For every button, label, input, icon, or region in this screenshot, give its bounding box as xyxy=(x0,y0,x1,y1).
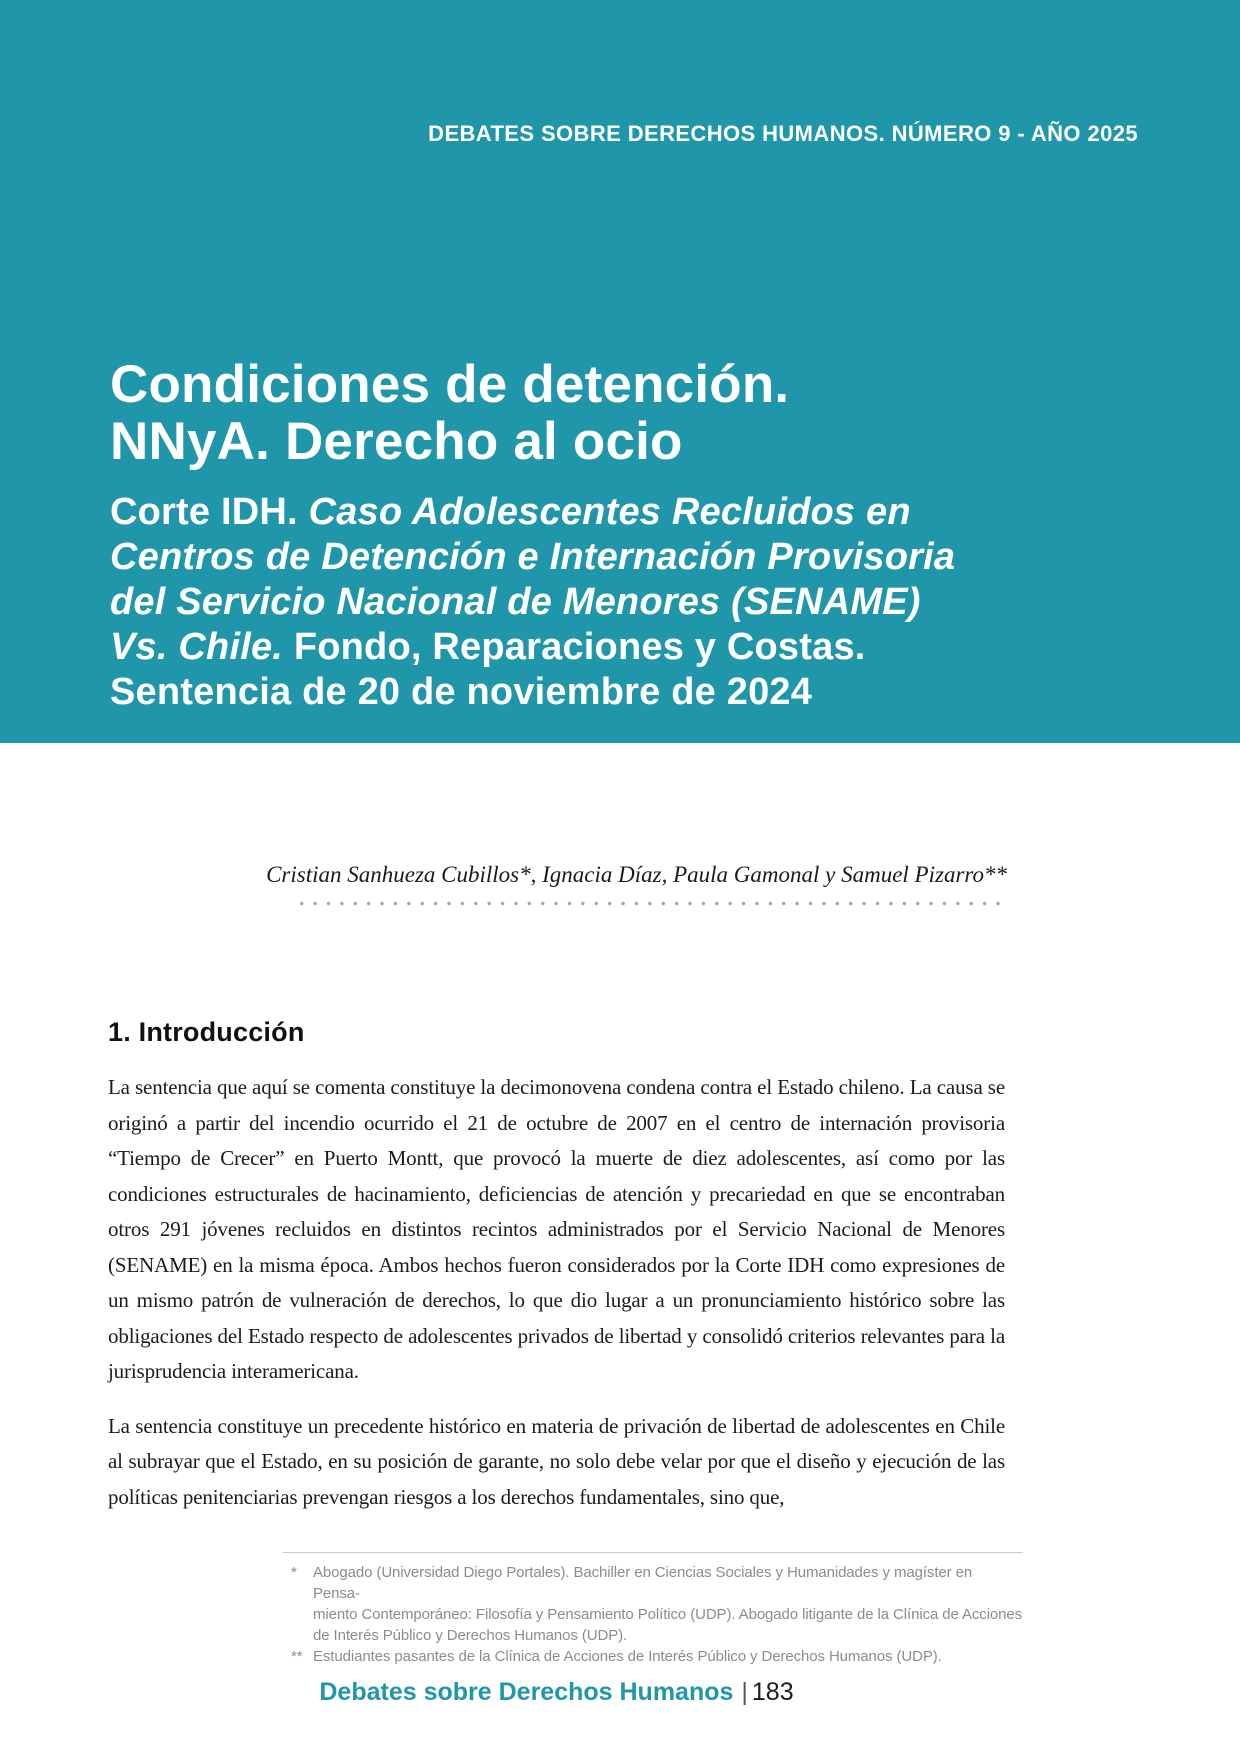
footer-journal-name: Debates sobre Derechos Humanos xyxy=(319,1678,734,1706)
footnote xyxy=(283,1562,1023,1646)
article-title-line-2: NNyA. Derecho al ocio xyxy=(110,412,683,471)
footer-page-number: 183 xyxy=(751,1678,794,1706)
subtitle-line xyxy=(110,670,955,715)
subtitle-segment: Fondo, Reparaciones y Costas. xyxy=(283,626,866,668)
subtitle-line xyxy=(110,625,955,670)
subtitle-line xyxy=(110,490,955,535)
body-paragraph: La sentencia constituye un precedente histórico en materia de privación de libertad de adolescentes en Chile al subrayar que el Estado, en su posición de garante, no solo debe velar por que el diseño y ejecución de las políticas penitenciarias prevengan riesgos a los derechos fundamentales, sino que, xyxy=(108,1413,1005,1509)
footnote-marker: * xyxy=(291,1564,297,1581)
footer-divider: | xyxy=(741,1678,748,1706)
subtitle-segment-italic: Vs. Chile. xyxy=(110,626,284,668)
article-title-line-1: Condiciones de detención. xyxy=(110,355,790,414)
dotted-divider xyxy=(295,897,1005,906)
subtitle-segment: Corte IDH. xyxy=(110,491,309,533)
footnote xyxy=(283,1646,1023,1667)
subtitle-segment-italic: del Servicio Nacional de Menores (SENAME) xyxy=(110,581,921,623)
article-title xyxy=(110,356,789,470)
subtitle-segment: Sentencia de 20 de noviembre de 2024 xyxy=(110,671,813,713)
footnote-text: Estudiantes pasantes de la Clínica de Acciones de Interés Público y Derechos Humanos (UDP). xyxy=(313,1648,942,1665)
article-subtitle xyxy=(110,490,955,715)
subtitle-line xyxy=(110,535,955,580)
masthead-journal-line: DEBATES SOBRE DERECHOS HUMANOS. NÚMERO 9 - AÑO 2025 xyxy=(428,121,1138,146)
footnote-text: Abogado (Universidad Diego Portales). Bachiller en Ciencias Sociales y Humanidades y magíster en Pensa- miento Contemporáneo: Filosofía y Pensamiento Político (UDP). Abogado litigante de la Clínica de Acciones de Interés Público y Derechos Humanos (UDP). xyxy=(313,1564,1023,1644)
article-body xyxy=(108,1070,1005,1515)
subtitle-line xyxy=(110,580,955,625)
teal-header-band xyxy=(0,0,1240,743)
footnote-marker: ** xyxy=(291,1648,303,1665)
footnotes-list xyxy=(283,1552,1023,1667)
page-footer xyxy=(108,1678,1005,1707)
body-paragraph: La sentencia que aquí se comenta constituye la decimonovena condena contra el Estado chileno. La causa se originó a partir del incendio ocurrido el 21 de octubre de 2007 en el centro de internación provisoria “Tiempo de Crecer” en Puerto Montt, que provocó la muerte de diez adolescentes, así como por las condiciones estructurales de hacinamiento, deficiencias de atención y precariedad en que se encontraban otros 291 jóvenes recluidos en distintos recintos administrados por el Servicio Nacional de Menores (SENAME) en la misma época. Ambos hechos fueron considerados por la Corte IDH como expresiones de un mismo patrón de vulneración de derechos, lo que dio lugar a un pronunciamiento histórico sobre las obligaciones del Estado respecto de adolescentes privados de libertad y consolidó criterios relevantes para la jurisprudencia interamericana. xyxy=(108,1075,1005,1383)
subtitle-segment-italic: Caso Adolescentes Recluidos en xyxy=(308,491,911,533)
subtitle-segment-italic: Centros de Detención e Internación Provisoria xyxy=(110,536,956,578)
authors-line: Cristian Sanhueza Cubillos*, Ignacia Díaz, Paula Gamonal y Samuel Pizarro** xyxy=(266,862,1007,887)
section-heading-introduction: 1. Introducción xyxy=(108,1017,305,1047)
